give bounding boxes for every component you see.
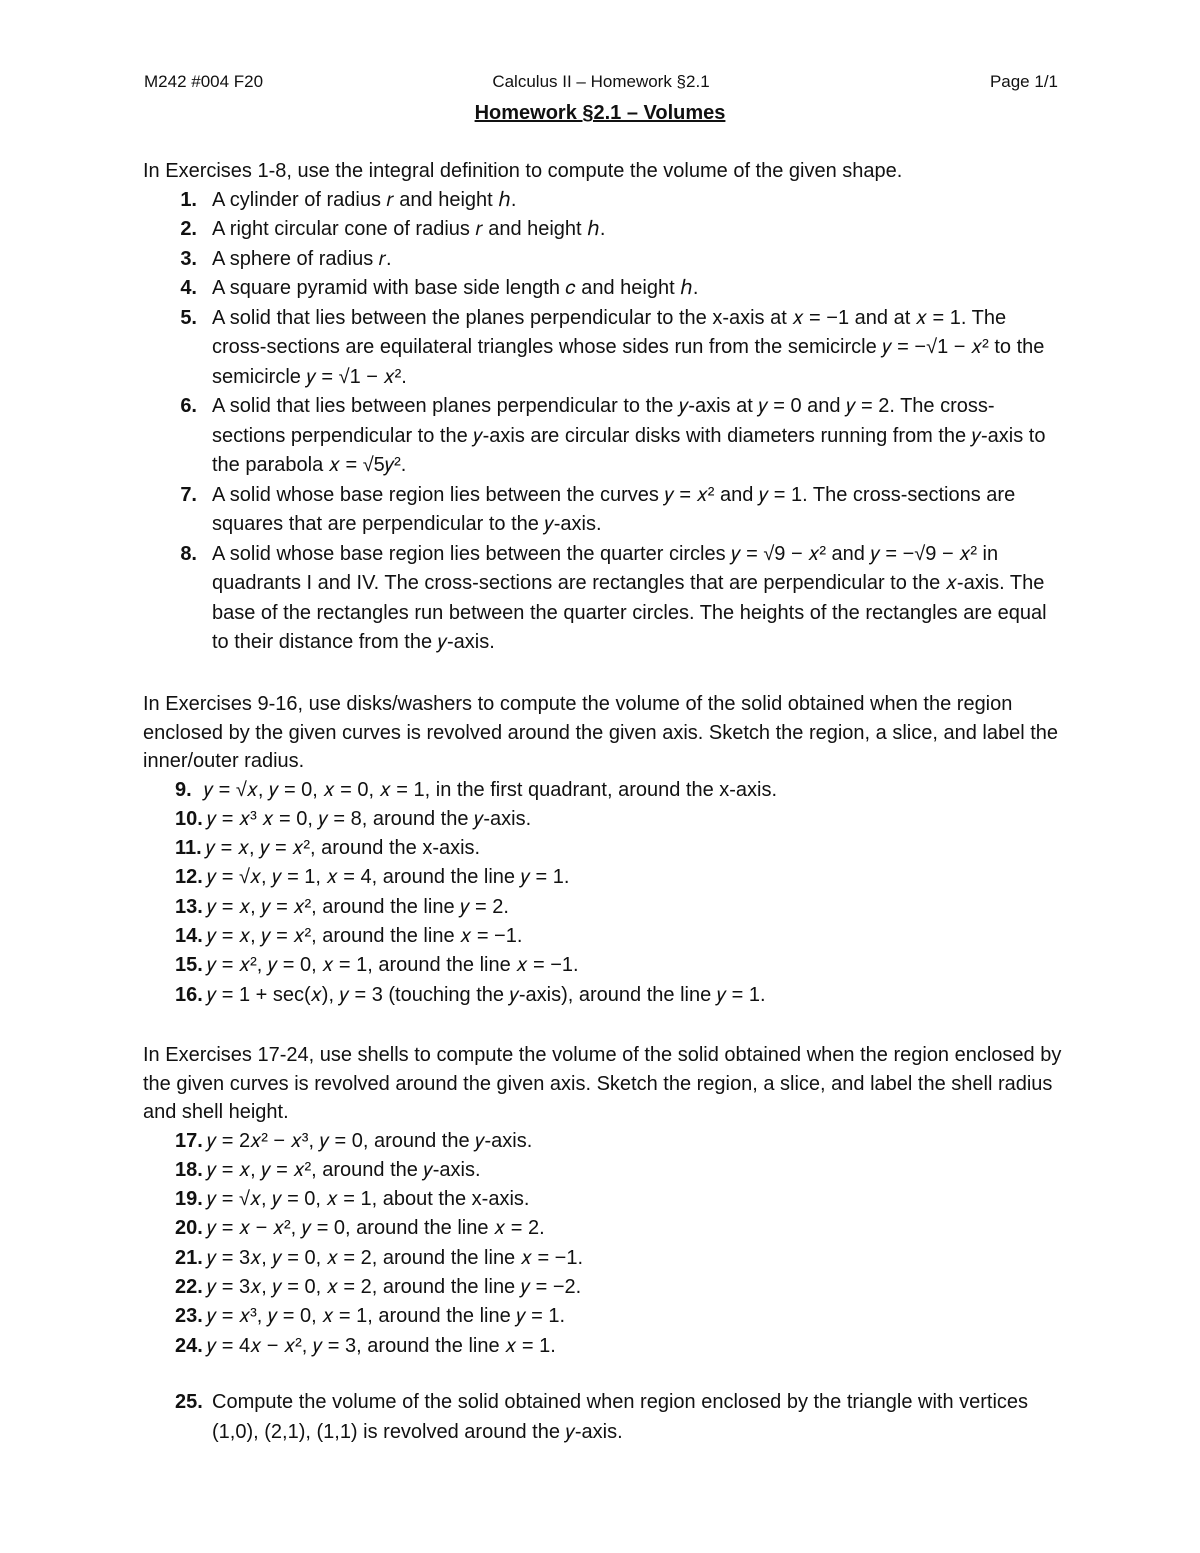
exercise-number: 22. (175, 1275, 203, 1298)
section-definitions (143, 157, 1063, 658)
exercise-number: 20. (175, 1217, 203, 1240)
exercise-text: A right circular cone of radius 𝑟 and height ℎ. (212, 218, 606, 240)
section-shells (143, 1041, 1063, 1361)
exercise-item (143, 274, 1063, 304)
exercise-item (143, 1332, 1063, 1361)
exercise-item (143, 1273, 1063, 1302)
section-final-exercise (143, 1388, 1063, 1447)
exercise-item (143, 245, 1063, 275)
exercise-number: 4. (180, 277, 197, 299)
exercise-text: 𝑦 = 𝑥³ 𝑥 = 0, 𝑦 = 8, around the 𝑦-axis. (206, 807, 532, 830)
exercise-item (143, 893, 1063, 922)
exercise-number: 17. (175, 1129, 203, 1152)
exercise-item (143, 1127, 1063, 1156)
exercise-number: 21. (175, 1246, 203, 1269)
section-disks-washers (143, 690, 1063, 1010)
exercise-number: 10. (175, 807, 203, 830)
exercise-text: A sphere of radius 𝑟. (212, 247, 392, 270)
exercise-number: 19. (175, 1188, 203, 1211)
exercise-text: Compute the volume of the solid obtained when region enclosed by the triangle with vertices (1,0), (2,1), (1,1) is revolved around the 𝑦-axis. (212, 1391, 1029, 1443)
exercise-text: A solid whose base region lies between the quarter circles 𝑦 = √9 − 𝑥² and 𝑦 = −√9 − 𝑥² in quadrants I and IV. The cross-sections are rectangles that are perpendicular to the 𝑥-axis. The base of the rectangles run between the quarter circles. The heights of the rectangles are equal to their distance from the 𝑦-axis. (212, 542, 1047, 653)
exercise-item (143, 215, 1063, 245)
exercise-text: A solid that lies between planes perpendicular to the 𝑦-axis at 𝑦 = 0 and 𝑦 = 2. The cross-sections perpendicular to the 𝑦-axis are circular disks with diameters running from the 𝑦-axis to the parabola 𝑥 = √5𝑦². (212, 395, 1046, 476)
exercise-item (143, 1302, 1063, 1331)
exercise-number: 13. (175, 895, 203, 918)
exercise-number: 2. (180, 218, 197, 240)
exercise-item (143, 186, 1063, 216)
exercise-item (143, 1388, 1063, 1447)
exercise-text: 𝑦 = 𝑥 − 𝑥², 𝑦 = 0, around the line 𝑥 = 2. (206, 1217, 545, 1240)
course-code: M242 #004 F20 (144, 72, 264, 91)
exercise-number: 11. (175, 837, 202, 860)
section-intro: In Exercises 1-8, use the integral definition to compute the volume of the given shape. (143, 160, 903, 182)
exercise-item (143, 922, 1063, 951)
exercise-number: 16. (175, 983, 203, 1006)
exercise-number: 25. (175, 1391, 203, 1413)
page-header (144, 72, 1058, 98)
page-title: Homework §2.1 – Volumes (474, 102, 726, 124)
exercise-item (143, 540, 1063, 658)
section-intro: In Exercises 17-24, use shells to compute the volume of the solid obtained when the region enclosed by the given curves is revolved around the given axis. Sketch the region, a slice, and label the shell radius and shell height. (143, 1044, 1062, 1123)
exercise-number: 8. (180, 542, 197, 565)
exercise-number: 1. (180, 188, 197, 211)
exercise-number: 24. (175, 1334, 203, 1357)
exercise-item (143, 805, 1063, 834)
exercise-item (143, 776, 1063, 805)
exercise-text: 𝑦 = √𝑥, 𝑦 = 1, 𝑥 = 4, around the line 𝑦 = 1. (206, 866, 570, 889)
exercise-item (143, 951, 1063, 980)
exercise-item (143, 1185, 1063, 1214)
exercise-number: 3. (180, 247, 197, 270)
exercise-text: 𝑦 = 𝑥³, 𝑦 = 0, 𝑥 = 1, around the line 𝑦 = 1. (206, 1305, 566, 1328)
exercise-text: 𝑦 = √𝑥, 𝑦 = 0, 𝑥 = 1, about the x-axis. (206, 1188, 530, 1211)
exercise-text: 𝑦 = 𝑥, 𝑦 = 𝑥², around the x-axis. (205, 837, 481, 860)
exercise-item (143, 1244, 1063, 1273)
exercise-item (143, 981, 1063, 1010)
exercise-number: 12. (175, 866, 203, 889)
exercise-number: 6. (180, 395, 197, 417)
exercise-text: 𝑦 = 4𝑥 − 𝑥², 𝑦 = 3, around the line 𝑥 = 1. (206, 1334, 556, 1357)
exercise-text: 𝑦 = √𝑥, 𝑦 = 0, 𝑥 = 0, 𝑥 = 1, in the first quadrant, around the x-axis. (203, 778, 778, 801)
exercise-text: 𝑦 = 3𝑥, 𝑦 = 0, 𝑥 = 2, around the line 𝑦 = −2. (206, 1275, 582, 1298)
exercise-number: 5. (180, 306, 197, 329)
exercise-text: A solid that lies between the planes perpendicular to the x-axis at 𝑥 = −1 and at 𝑥 = 1. The cross-sections are equilateral triangles whose sides run from the semicircle 𝑦 = −√1 − 𝑥² to the semicircle 𝑦 = √1 − 𝑥². (212, 306, 1045, 388)
exercise-text: A square pyramid with base side length 𝑐 and height ℎ. (212, 277, 699, 299)
exercise-text: 𝑦 = 1 + sec(𝑥), 𝑦 = 3 (touching the 𝑦-axis), around the line 𝑦 = 1. (206, 983, 766, 1006)
exercise-item (143, 1156, 1063, 1185)
exercise-text: A solid whose base region lies between the curves 𝑦 = 𝑥² and 𝑦 = 1. The cross-sections are squares that are perpendicular to the 𝑦-axis. (212, 483, 1016, 535)
exercise-item (143, 1214, 1063, 1243)
exercise-text: 𝑦 = 𝑥, 𝑦 = 𝑥², around the 𝑦-axis. (206, 1158, 481, 1181)
page-number: Page 1/1 (989, 72, 1058, 91)
exercise-number: 15. (175, 954, 203, 977)
exercise-number: 23. (175, 1305, 203, 1328)
exercise-text: A cylinder of radius 𝑟 and height ℎ. (212, 188, 517, 211)
exercise-item (143, 304, 1063, 393)
exercise-text: 𝑦 = 𝑥, 𝑦 = 𝑥², around the line 𝑦 = 2. (206, 895, 509, 918)
exercise-text: 𝑦 = 𝑥, 𝑦 = 𝑥², around the line 𝑥 = −1. (206, 924, 523, 947)
exercise-number: 14. (175, 924, 203, 947)
exercise-text: 𝑦 = 3𝑥, 𝑦 = 0, 𝑥 = 2, around the line 𝑥 = −1. (206, 1246, 584, 1269)
exercise-number: 18. (175, 1158, 203, 1181)
section-intro: In Exercises 9-16, use disks/washers to compute the volume of the solid obtained when the region enclosed by the given curves is revolved around the given axis. Sketch the region, a slice, and label the inner/outer radius. (143, 693, 1058, 772)
exercise-number: 9. (175, 778, 192, 801)
exercise-item (143, 863, 1063, 892)
exercise-item (143, 481, 1063, 540)
exercise-number: 7. (180, 483, 197, 506)
exercise-text: 𝑦 = 2𝑥² − 𝑥³, 𝑦 = 0, around the 𝑦-axis. (206, 1129, 533, 1152)
header-title: Calculus II – Homework §2.1 (492, 72, 710, 91)
exercise-item (143, 392, 1063, 481)
exercise-item (143, 834, 1063, 863)
exercise-text: 𝑦 = 𝑥², 𝑦 = 0, 𝑥 = 1, around the line 𝑥 = −1. (206, 954, 579, 977)
